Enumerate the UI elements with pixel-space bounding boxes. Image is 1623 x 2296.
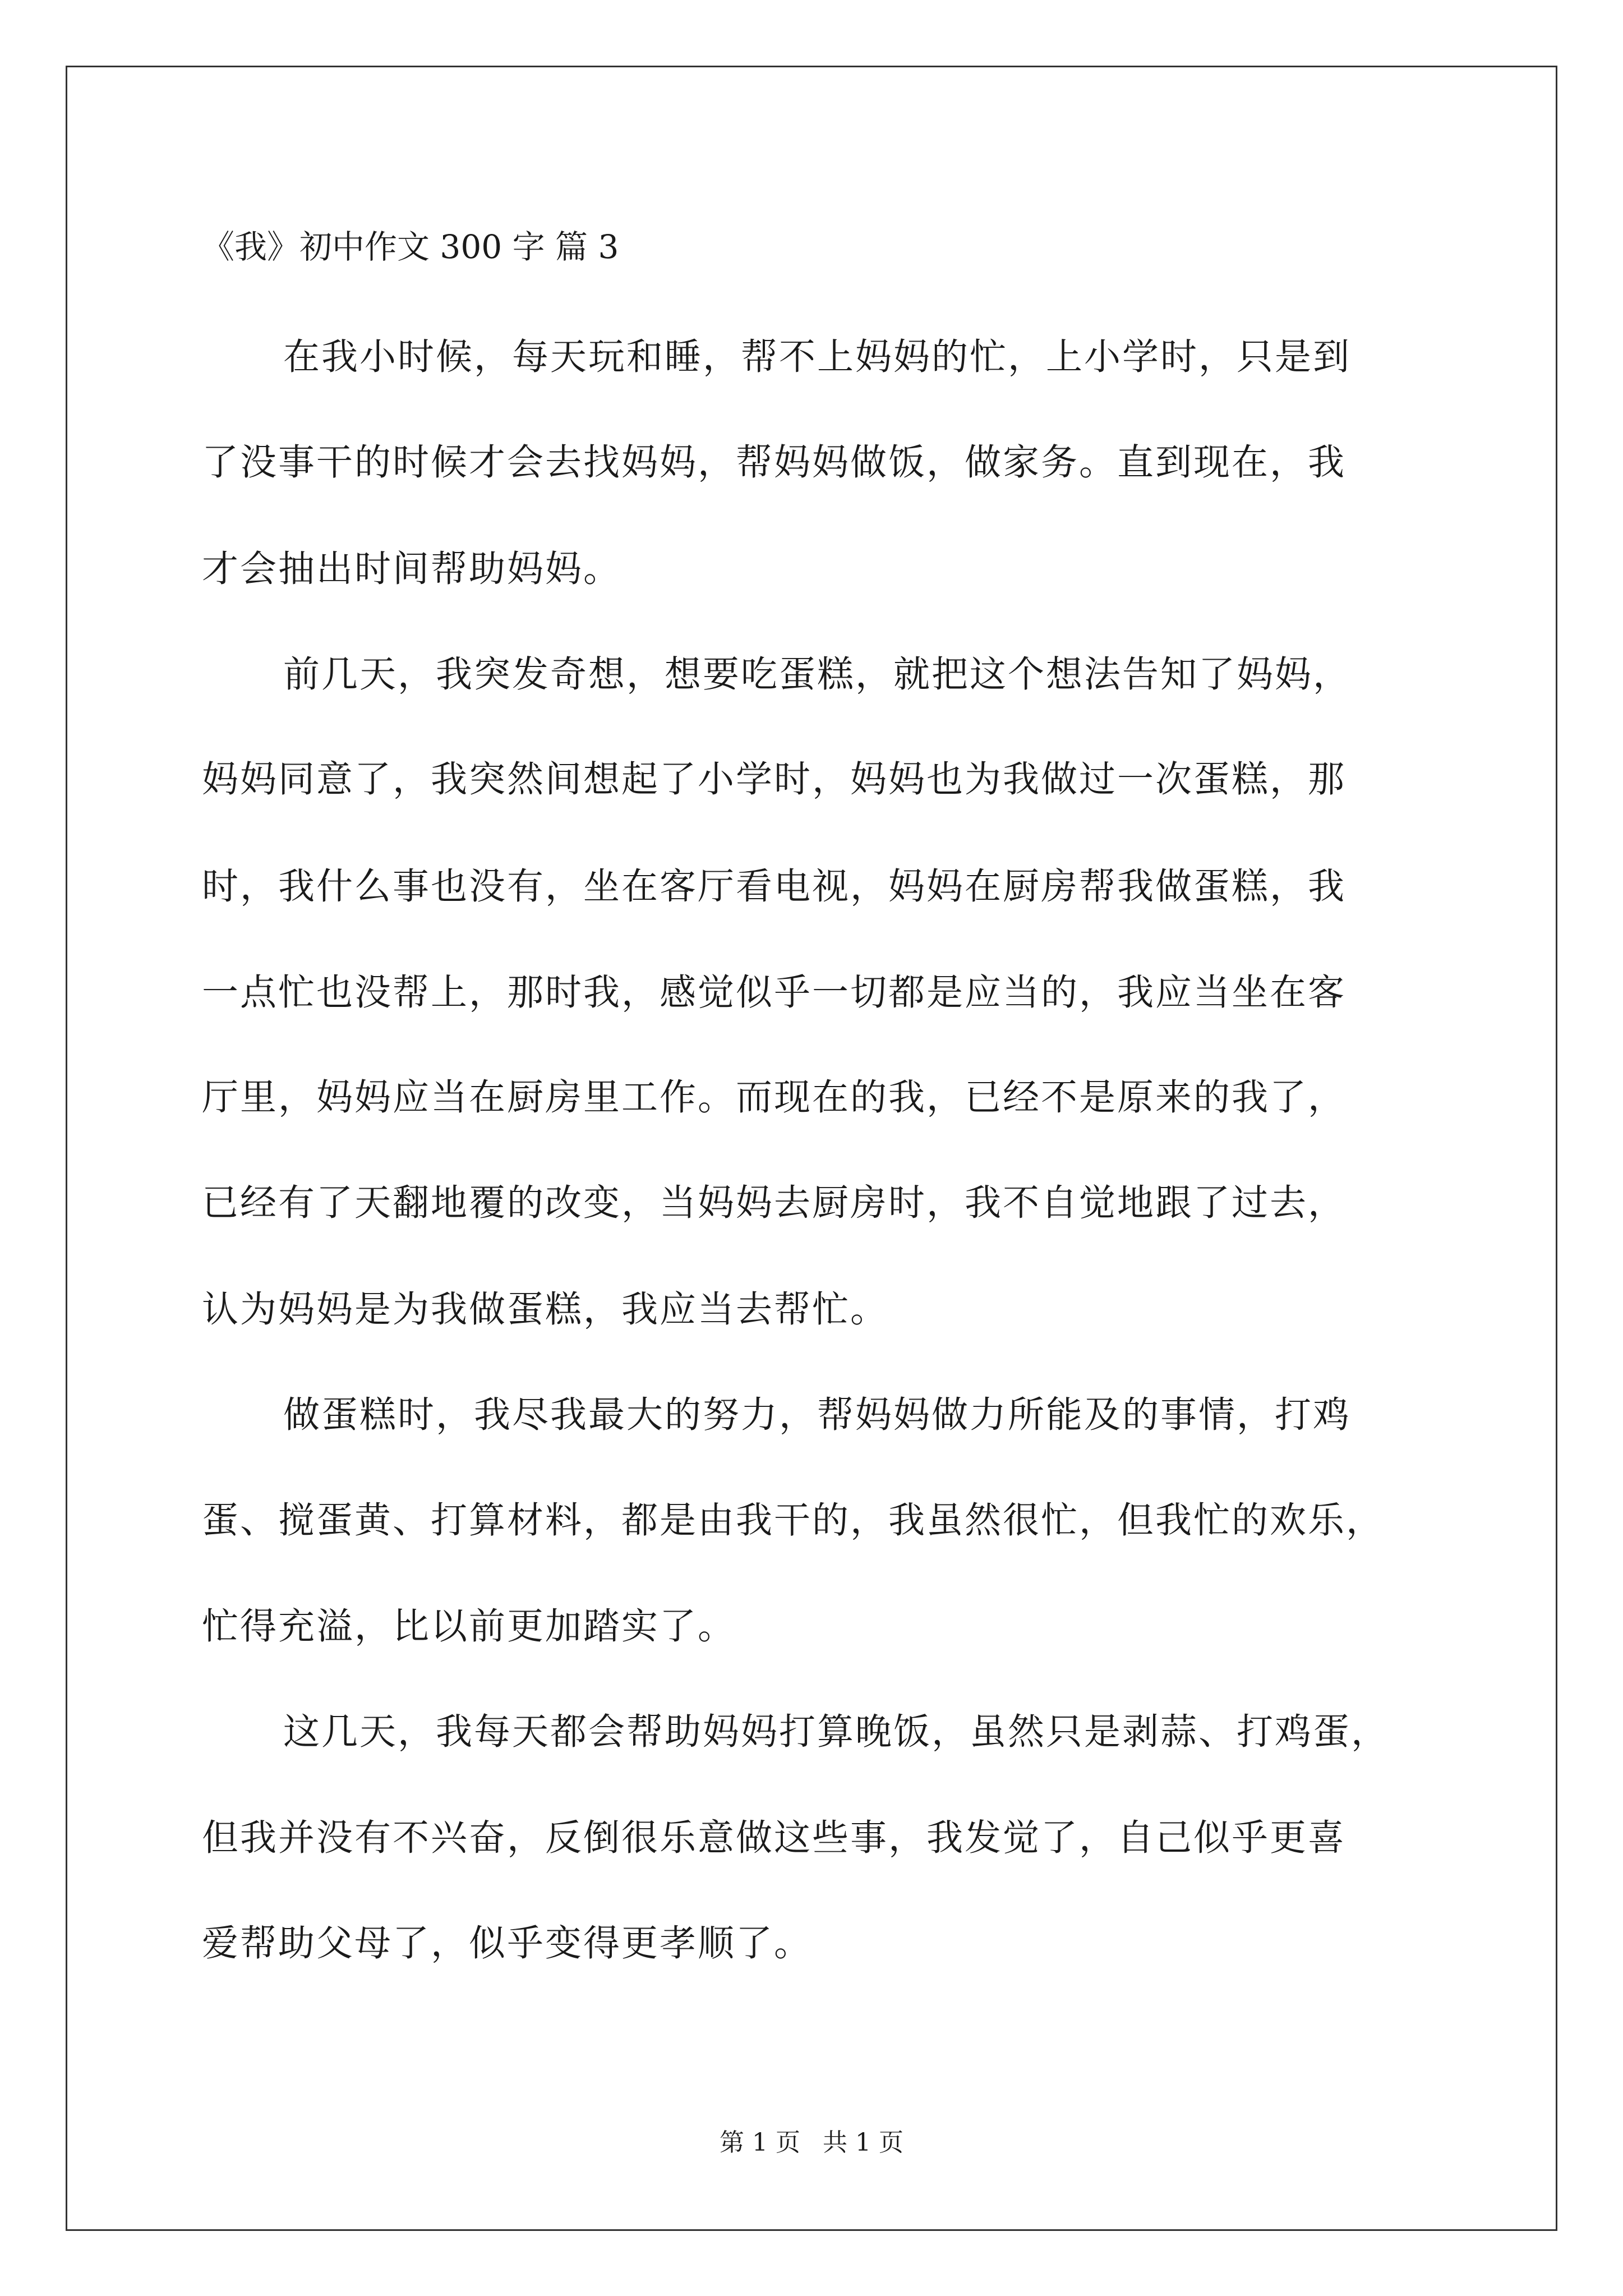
paragraph-2-line-2: 妈妈同意了，我突然间想起了小学时，妈妈也为我做过一次蛋糕，那 xyxy=(202,758,1347,800)
paragraph-3-line-2: 蛋、搅蛋黄、打算材料，都是由我干的，我虽然很忙，但我忙的欢乐， xyxy=(202,1499,1385,1542)
paragraph-1-line-1: 在我小时候，每天玩和睡，帮不上妈妈的忙，上小学时，只是到 xyxy=(283,336,1352,378)
page-border xyxy=(66,66,1557,2231)
paragraph-4-line-1: 这几天，我每天都会帮助妈妈打算晚饭，虽然只是剥蒜、打鸡蛋， xyxy=(283,1711,1390,1753)
paragraph-3-line-3: 忙得充溢，比以前更加踏实了。 xyxy=(202,1605,736,1648)
page-total: 共 1 页 xyxy=(823,2128,903,2157)
paragraph-2-line-7: 认为妈妈是为我做蛋糕，我应当去帮忙。 xyxy=(202,1289,889,1331)
paragraph-2-line-1: 前几天，我突发奇想，想要吃蛋糕，就把这个想法告知了妈妈， xyxy=(283,654,1352,696)
paragraph-4-line-2: 但我并没有不兴奋，反倒很乐意做这些事，我发觉了，自己似乎更喜 xyxy=(202,1817,1347,1859)
paragraph-2-line-4: 一点忙也没帮上，那时我，感觉似乎一切都是应当的，我应当坐在客 xyxy=(202,972,1347,1014)
page-number: 第 1 页 xyxy=(720,2128,800,2157)
document-title: 《我》初中作文 300 字 篇 3 xyxy=(202,228,619,266)
paragraph-1-line-3: 才会抽出时间帮助妈妈。 xyxy=(202,548,622,590)
paragraph-1-line-2: 了没事干的时候才会去找妈妈，帮妈妈做饭，做家务。直到现在，我 xyxy=(202,441,1347,484)
paragraph-2-line-3: 时，我什么事也没有，坐在客厅看电视，妈妈在厨房帮我做蛋糕，我 xyxy=(202,866,1347,908)
paragraph-4-line-3: 爱帮助父母了，似乎变得更孝顺了。 xyxy=(202,1922,813,1964)
paragraph-2-line-6: 已经有了天翻地覆的改变，当妈妈去厨房时，我不自觉地跟了过去， xyxy=(202,1182,1347,1224)
paragraph-3-line-1: 做蛋糕时，我尽我最大的努力，帮妈妈做力所能及的事情，打鸡 xyxy=(283,1394,1352,1436)
paragraph-2-line-5: 厅里，妈妈应当在厨房里工作。而现在的我，已经不是原来的我了， xyxy=(202,1076,1347,1119)
page-footer xyxy=(0,2126,1623,2160)
